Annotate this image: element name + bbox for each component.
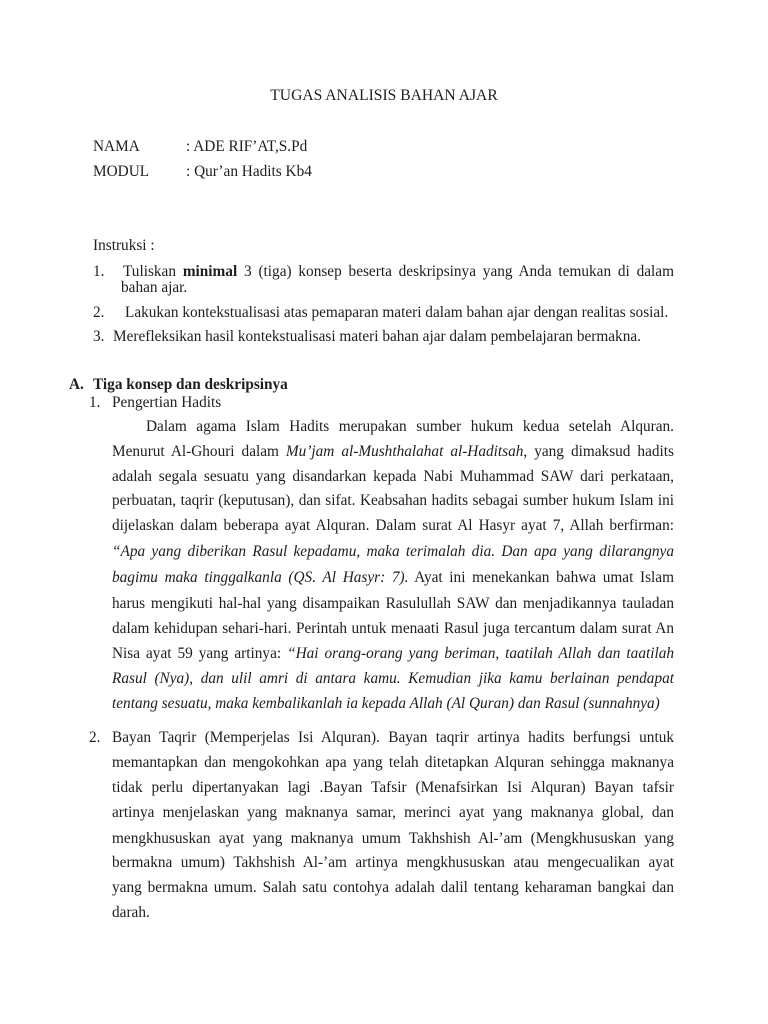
- instruction-text: Tuliskan: [123, 262, 183, 280]
- paragraph-text: dalam kehidupan sehari-hari. Perintah untuk menaati Rasul juga tercantum dalam surat An: [112, 619, 674, 637]
- instruction-3-line-1: [113, 324, 641, 349]
- paragraph-text: Bayan Taqrir (Memperjelas Isi Alquran). Bayan taqrir artinya hadits berfungsi untuk: [112, 728, 674, 746]
- paragraph-text: memantapkan dan mengokohkan apa yang telah ditetapkan Alquran sehingga maknanya: [112, 753, 674, 771]
- paragraph-text: , yang dimaksud hadits: [523, 442, 674, 460]
- concept-2-line: [112, 750, 674, 775]
- paragraph-text: perbuatan, taqrir (keputusan), dan sifat. Keabsahan hadits sebagai sumber hukum Islam ini: [112, 491, 674, 509]
- paragraph-text: dijelaskan dalam beberapa ayat Alquran. Dalam surat Al Hasyr ayat 7, Allah berfirman:: [112, 516, 674, 534]
- instruction-text: Merefleksikan hasil kontekstualisasi materi bahan ajar dalam pembelajaran bermakna.: [113, 327, 641, 345]
- concept-1-line: [146, 414, 674, 439]
- paragraph-text: artinya menjelaskan yang maknanya samar, merinci ayat yang maknanya global, dan: [112, 803, 674, 821]
- concept-1-line: [112, 439, 674, 464]
- paragraph-text: Dalam agama Islam Hadits merupakan sumber hukum kedua setelah Alquran.: [146, 417, 674, 435]
- instruction-2-number: 2.: [93, 303, 105, 321]
- identity-label-modul: MODUL: [93, 162, 150, 180]
- concept-1-line: [112, 616, 674, 641]
- instruction-1-line-2: [121, 275, 187, 300]
- concept-1-line: [112, 691, 660, 716]
- instruction-text: 3 (tiga) konsep beserta deskripsinya yang Anda temukan di dalam: [237, 262, 674, 280]
- concept-1-line: [112, 641, 674, 666]
- concept-1-number: 1.: [89, 393, 101, 411]
- concept-1-line: [112, 464, 674, 489]
- instruction-emphasis: minimal: [182, 262, 238, 280]
- quote-italic: “Apa yang diberikan Rasul kepadamu, maka terimalah dia. Dan apa yang dilarangnya: [112, 542, 674, 560]
- paragraph-text: bermakna umum) Takhshish Al-’am artinya mengkhususkan atau mengecualikan ayat: [112, 853, 674, 871]
- document-title: TUGAS ANALISIS BAHAN AJAR: [270, 87, 498, 104]
- identity-label-nama: NAMA: [93, 137, 140, 155]
- paragraph-text: darah.: [112, 903, 150, 921]
- paragraph-text: Ayat ini menekankan bahwa umat Islam: [408, 568, 674, 586]
- book-title-italic: Mu’jam al-Mushthalahat al-Haditsah: [285, 442, 524, 460]
- quote-italic: bagimu maka tinggalkanla (QS. Al Hasyr: 7).: [112, 568, 409, 586]
- concept-1-line: [112, 666, 674, 691]
- section-a-letter: A.: [69, 375, 84, 393]
- concept-2-line: [112, 800, 674, 825]
- concept-1-line: [112, 539, 674, 564]
- identity-value-nama: : ADE RIF’AT,S.Pd: [186, 137, 308, 155]
- paragraph-text: tidak perlu dipertanyakan lagi .Bayan Tafsir (Menafsirkan Isi Alquran) Bayan tafsir: [112, 778, 674, 796]
- concept-1-line: [112, 513, 674, 538]
- quote-italic: Rasul (Nya), dan ulil amri di antara kamu. Kemudian jika kamu berlainan pendapat: [112, 669, 674, 687]
- concept-2-line: [112, 900, 150, 925]
- quote-italic: “Hai orang-orang yang beriman, taatilah Allah dan taatilah: [287, 644, 675, 662]
- instruction-text: bahan ajar.: [121, 278, 188, 296]
- paragraph-text: Menurut Al-Ghouri dalam: [112, 442, 286, 460]
- instruction-text: Lakukan kontekstualisasi atas pemaparan materi dalam bahan ajar dengan realitas sosial.: [125, 303, 669, 321]
- concept-1-line: [112, 488, 674, 513]
- concept-2-line: [112, 875, 674, 900]
- concept-2-line: [112, 826, 674, 851]
- paragraph-text: harus mengikuti hal-hal yang disampaikan Rasulullah SAW dan menjadikannya tauladan: [112, 594, 674, 612]
- concept-2-line: [112, 775, 674, 800]
- paragraph-text: yang bermakna umum. Salah satu contohya adalah dalil tentang keharaman bangkai dan: [112, 878, 674, 896]
- concept-1-line: [112, 565, 674, 590]
- concept-1-title: Pengertian Hadits: [112, 393, 222, 411]
- concept-2-line: [112, 725, 674, 750]
- paragraph-text: adalah segala sesuatu yang disandarkan kepada Nabi Muhammad SAW dari perkataan,: [112, 467, 674, 485]
- instruction-1-line-1: [123, 259, 674, 284]
- concept-2-number: 2.: [89, 728, 101, 746]
- section-a-heading: Tiga konsep dan deskripsinya: [93, 375, 288, 393]
- instruction-1-number: 1.: [93, 262, 105, 280]
- instruction-3-number: 3.: [93, 327, 105, 345]
- paragraph-text: Nisa ayat 59 yang artinya:: [112, 644, 288, 662]
- paragraph-text: mengkhususkan ayat yang maknanya umum Takhshish Al-’am (Mengkhususkan yang: [112, 829, 674, 847]
- instruction-2-line-1: [125, 300, 668, 325]
- instructions-heading: Instruksi :: [93, 236, 155, 254]
- quote-italic: tentang sesuatu, maka kembalikanlah ia kepada Allah (Al Quran) dan Rasul (sunnahnya): [112, 694, 660, 712]
- concept-1-line: [112, 591, 674, 616]
- identity-value-modul: : Qur’an Hadits Kb4: [186, 162, 312, 180]
- concept-2-line: [112, 850, 674, 875]
